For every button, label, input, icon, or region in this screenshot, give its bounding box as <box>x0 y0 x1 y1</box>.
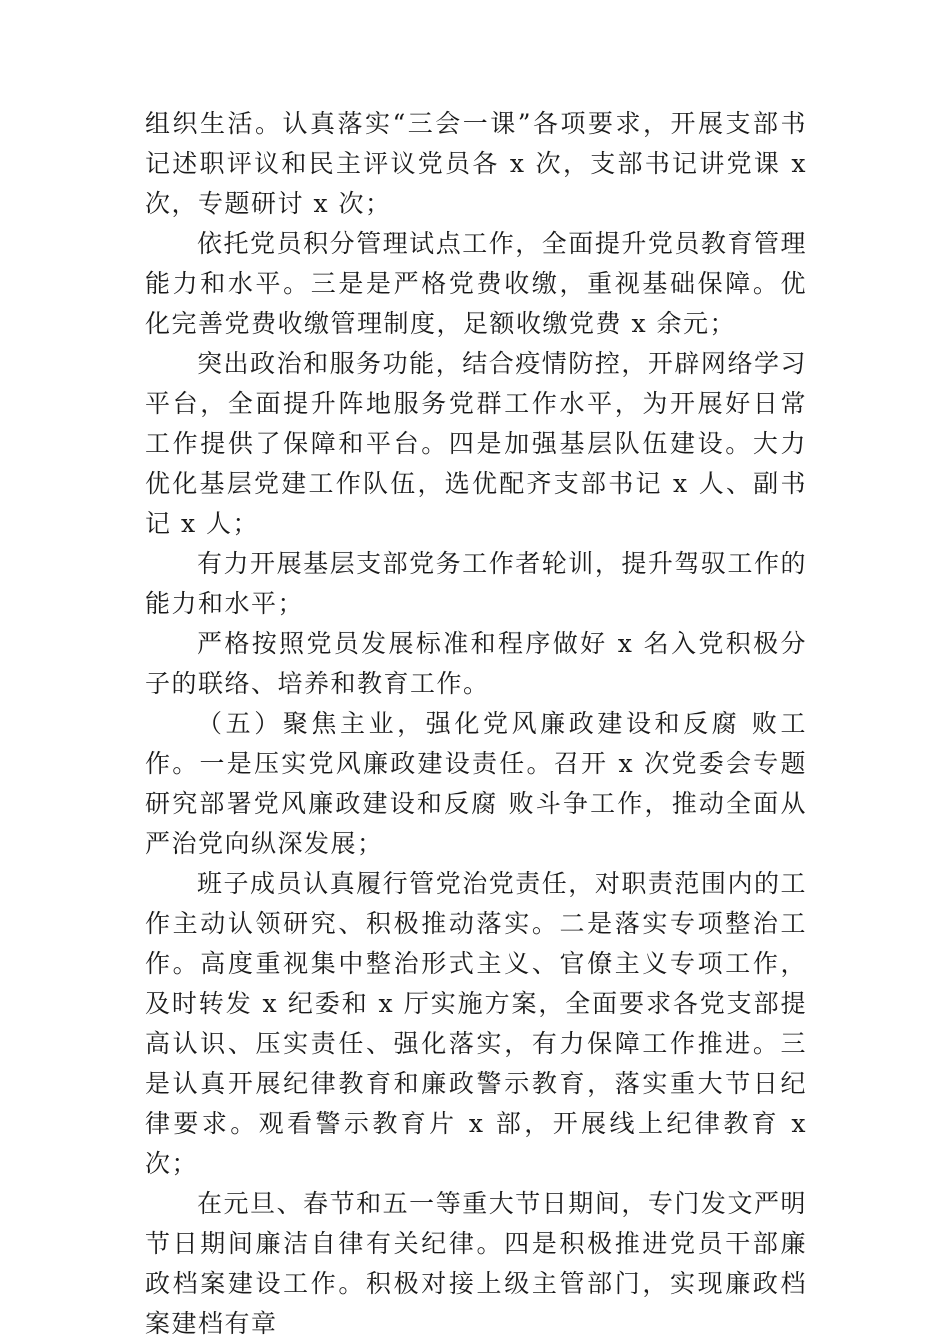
paragraph-5: 严格按照党员发展标准和程序做好 x 名入党积极分子的联络、培养和教育工作。 <box>145 629 807 698</box>
paragraph-7: 班子成员认真履行管党治党责任，对职责范围内的工作主动认领研究、积极推动落实。二是落实专项整治工作。高度重视集中整治形式主义、官僚主义专项工作，及时转发 x 纪委和 x 厅实施方案，全面要求各党支部提高认识、压实责任、强化落实，有力保障工作推进。三是认真开展纪律教育和廉政警示教育，落实重大节日纪律要求。观看警示教育片 x 部，开展线上纪律教育 x 次； <box>145 869 807 1178</box>
paragraph-8: 在元旦、春节和五一等重大节日期间，专门发文严明节日期间廉洁自律有关纪律。四是积极推进党员干部廉政档案建设工作。积极对接上级主管部门，实现廉政档案建档有章 <box>145 1189 807 1338</box>
paragraph-2: 依托党员积分管理试点工作，全面提升党员教育管理能力和水平。三是是严格党费收缴，重视基础保障。优化完善党费收缴管理制度，足额收缴党费 x 余元； <box>145 229 807 338</box>
paragraph-6: （五）聚焦主业，强化党风廉政建设和反腐 败工作。一是压实党风廉政建设责任。召开 x 次党委会专题研究部署党风廉政建设和反腐 败斗争工作，推动全面从严治党向纵深发展； <box>145 709 807 858</box>
paragraph-4: 有力开展基层支部党务工作者轮训，提升驾驭工作的能力和水平； <box>145 549 807 618</box>
document-body <box>145 104 807 1344</box>
paragraph-3: 突出政治和服务功能，结合疫情防控，开辟网络学习平台，全面提升阵地服务党群工作水平，为开展好日常工作提供了保障和平台。四是加强基层队伍建设。大力优化基层党建工作队伍，选优配齐支部书记 x 人、副书记 x 人； <box>145 349 807 538</box>
paragraph-1: 组织生活。认真落实“三会一课”各项要求，开展支部书记述职评议和民主评议党员各 x 次，支部书记讲党课 x 次，专题研讨 x 次； <box>145 109 807 218</box>
